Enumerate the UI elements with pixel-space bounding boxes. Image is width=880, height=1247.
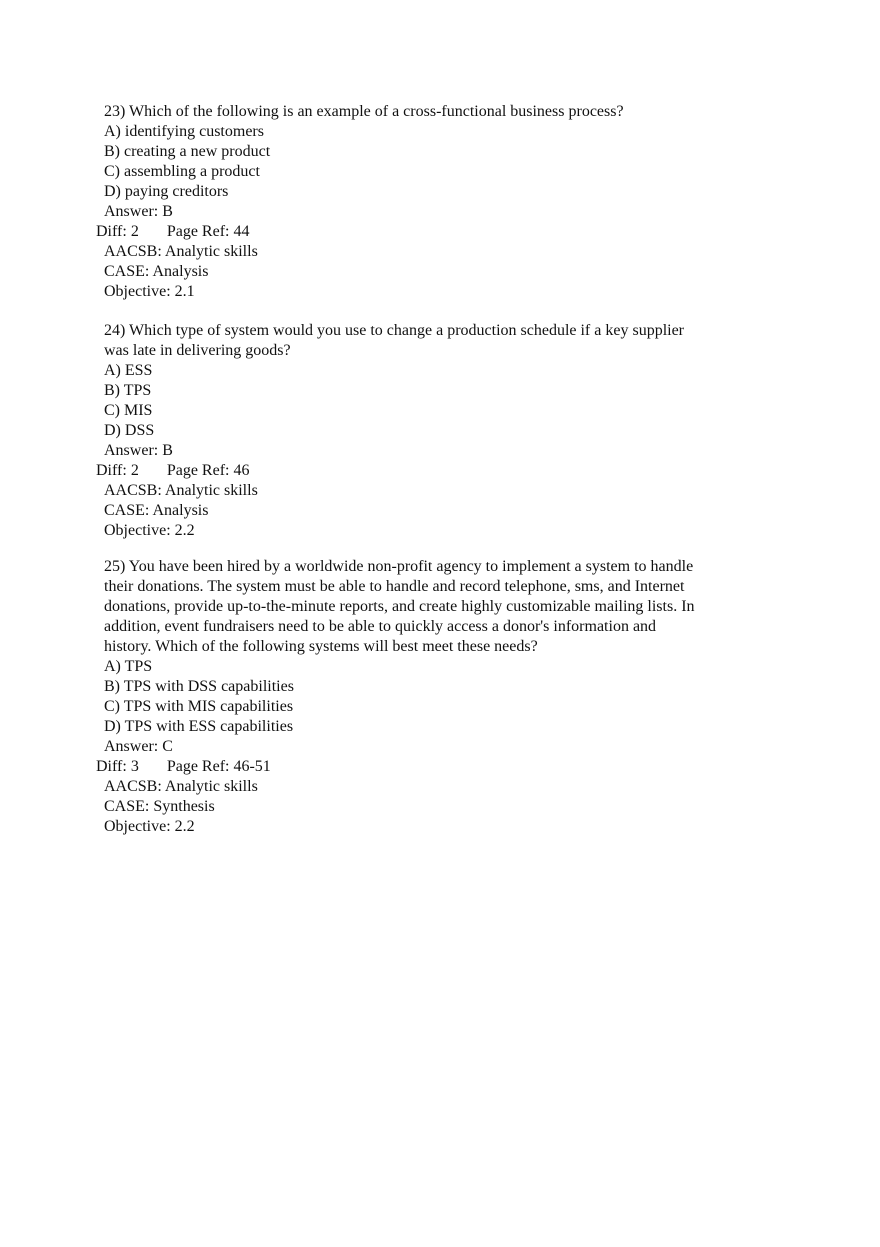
question-stem-line-1: 25) You have been hired by a worldwide non-profit agency to implement a system to handle [104, 558, 694, 575]
case-line: CASE: Synthesis [104, 798, 215, 815]
option-b: B) creating a new product [104, 143, 271, 160]
option-a: A) ESS [104, 362, 153, 379]
case-line: CASE: Analysis [104, 502, 209, 519]
difficulty: Diff: 3 [96, 758, 139, 775]
question-25 [96, 557, 764, 837]
option-c: C) MIS [104, 402, 153, 419]
question-stem: 23) Which of the following is an example of a cross-functional business process? [104, 103, 624, 120]
difficulty: Diff: 2 [96, 462, 139, 479]
option-a: A) identifying customers [104, 123, 264, 140]
question-23 [96, 102, 764, 302]
diff-pageref-line [96, 222, 764, 242]
page-ref: Page Ref: 44 [166, 223, 250, 240]
question-stem-line-2: was late in delivering goods? [104, 342, 291, 359]
answer-line: Answer: C [104, 738, 173, 755]
option-c: C) assembling a product [104, 163, 260, 180]
objective-line: Objective: 2.1 [104, 283, 195, 300]
objective-line: Objective: 2.2 [104, 818, 195, 835]
option-c: C) TPS with MIS capabilities [104, 698, 294, 715]
option-d: D) TPS with ESS capabilities [104, 718, 294, 735]
diff-pageref-line [96, 757, 764, 777]
objective-line: Objective: 2.2 [104, 522, 195, 539]
question-stem-line-5: history. Which of the following systems will best meet these needs? [104, 638, 538, 655]
option-a: A) TPS [104, 658, 153, 675]
aacsb-line: AACSB: Analytic skills [104, 482, 258, 499]
answer-line: Answer: B [104, 442, 173, 459]
option-d: D) DSS [104, 422, 155, 439]
diff-pageref-line [96, 461, 764, 481]
page-ref: Page Ref: 46-51 [166, 758, 271, 775]
aacsb-line: AACSB: Analytic skills [104, 243, 258, 260]
option-b: B) TPS with DSS capabilities [104, 678, 294, 695]
page-ref: Page Ref: 46 [166, 462, 250, 479]
question-stem-line-1: 24) Which type of system would you use to change a production schedule if a key supplier [104, 322, 685, 339]
question-stem-line-4: addition, event fundraisers need to be able to quickly access a donor's information and [104, 618, 657, 635]
aacsb-line: AACSB: Analytic skills [104, 778, 258, 795]
question-stem-line-3: donations, provide up-to-the-minute reports, and create highly customizable mailing lists. In [104, 598, 695, 615]
option-b: B) TPS [104, 382, 152, 399]
answer-line: Answer: B [104, 203, 173, 220]
option-d: D) paying creditors [104, 183, 229, 200]
question-24 [96, 321, 764, 541]
case-line: CASE: Analysis [104, 263, 209, 280]
question-stem-line-2: their donations. The system must be able to handle and record telephone, sms, and Internet [104, 578, 685, 595]
difficulty: Diff: 2 [96, 223, 139, 240]
